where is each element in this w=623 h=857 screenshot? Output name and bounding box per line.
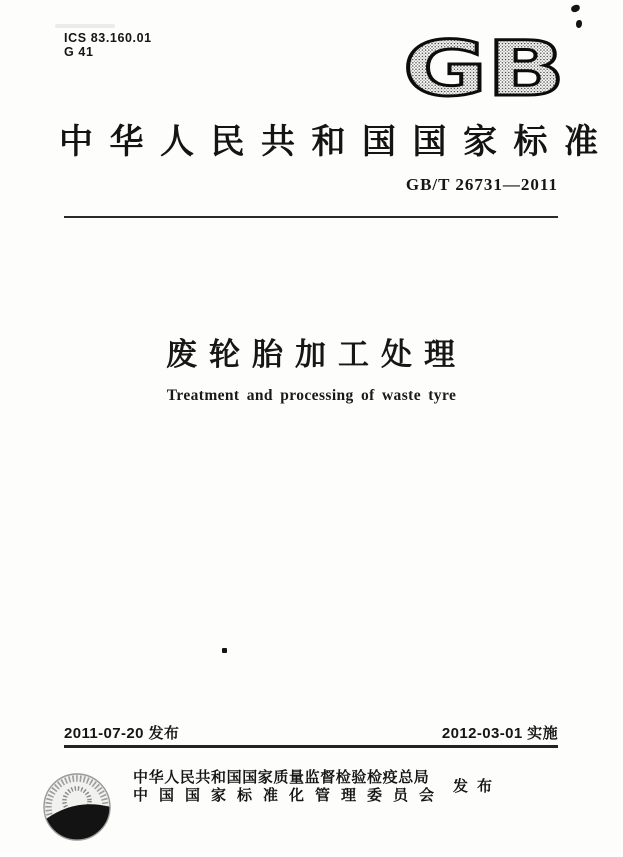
footer-rule	[64, 745, 558, 748]
standard-number: GB/T 26731—2011	[405, 175, 558, 194]
national-standard-heading: 中华人民共和国国家标准	[59, 124, 615, 161]
gb-logo-text: GB	[403, 33, 565, 103]
scan-smudge	[55, 24, 115, 28]
implementation-date: 2012-03-01 实施	[441, 725, 558, 742]
ics-code: ICS 83.160.01	[64, 31, 152, 45]
issuer-aqsiq: 中华人民共和国国家质量监督检验检疫总局	[133, 769, 430, 786]
scan-speck	[570, 4, 581, 13]
press-seal-icon	[42, 771, 112, 843]
scan-speck	[222, 648, 227, 653]
issue-date: 2011-07-20 发布	[64, 725, 180, 742]
publish-label: 发布	[453, 778, 502, 795]
issuer-sac: 中国国家标准化管理委员会	[133, 787, 446, 804]
doc-class-code: G 41	[64, 45, 94, 59]
document-title-cn: 废轮胎加工处理	[166, 337, 467, 372]
gb-logo-icon	[399, 33, 569, 103]
scan-speck	[576, 20, 582, 28]
header-rule	[64, 216, 558, 218]
document-title-en: Treatment and processing of waste tyre	[166, 387, 457, 404]
classification-block	[64, 31, 152, 59]
